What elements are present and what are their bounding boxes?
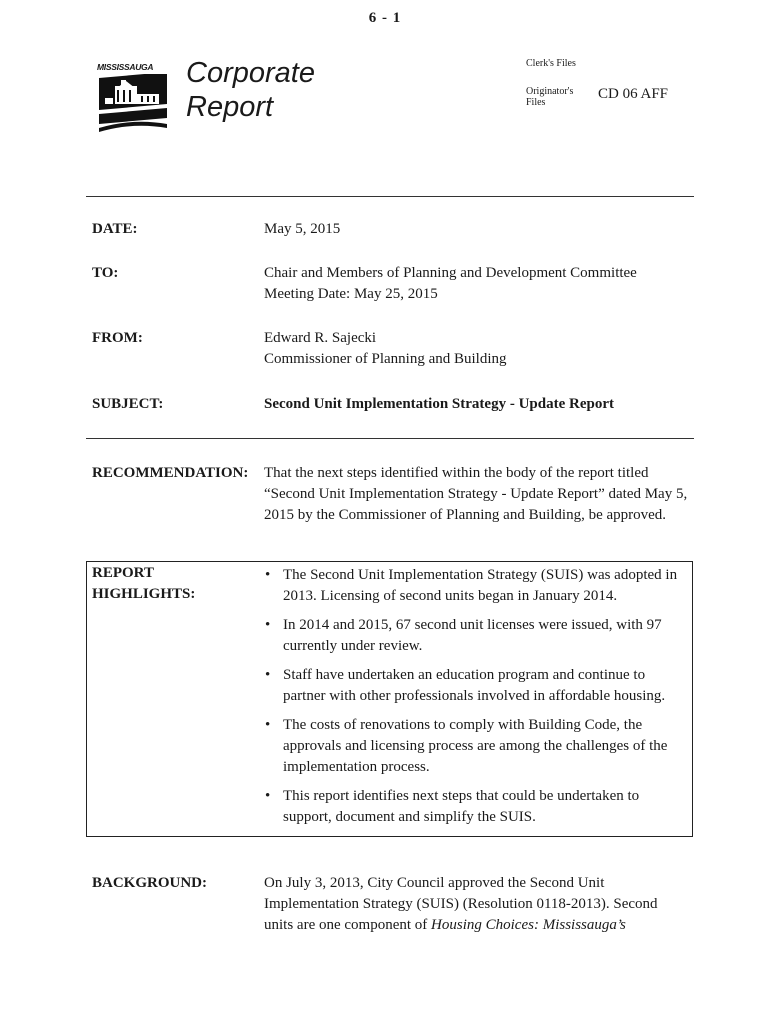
highlight-line: Staff have undertaken an education program and continue to	[283, 667, 646, 683]
highlight-line: support, document and simplify the SUIS.	[283, 809, 536, 825]
subject-value	[264, 394, 694, 415]
highlight-item	[264, 565, 692, 607]
background-line1: On July 3, 2013, City Council approved the Second Unit	[264, 875, 605, 891]
background-line3	[264, 915, 694, 936]
highlight-item	[264, 615, 692, 657]
city-hall-logo-icon	[97, 74, 169, 136]
originators-files-label	[526, 86, 586, 108]
background-line3-start: units are one component of	[264, 917, 432, 933]
originators-files-label-line1: Originator's	[526, 86, 574, 97]
background-label: BACKGROUND:	[92, 875, 207, 891]
to-line1: Chair and Members of Planning and Development Committee	[264, 265, 637, 281]
highlight-line: partner with other professionals involved in affordable housing.	[283, 688, 666, 704]
report-highlights-label	[92, 563, 195, 605]
to-line2: Meeting Date: May 25, 2015	[264, 286, 438, 302]
highlight-line: The costs of renovations to comply with Building Code, the	[283, 717, 643, 733]
subject-divider	[86, 438, 694, 439]
bullet-icon: •	[265, 788, 271, 804]
header-divider	[86, 196, 694, 197]
from-value	[264, 328, 694, 370]
report-highlights-label-line2: HIGHLIGHTS:	[92, 586, 196, 602]
report-title-line2: Report	[186, 91, 274, 123]
recommendation-line1: That the next steps identified within the body of the report titled	[264, 465, 649, 481]
highlight-line: 2013. Licensing of second units began in January 2014.	[283, 588, 618, 604]
highlight-line: implementation process.	[283, 759, 430, 775]
logo-brand-text: MISSISSAUGA	[97, 62, 154, 72]
report-highlights-list	[264, 565, 692, 836]
recommendation-text	[264, 463, 694, 526]
subject-text: Second Unit Implementation Strategy - Update Report	[264, 396, 614, 412]
highlight-line: currently under review.	[283, 638, 423, 654]
highlight-item	[264, 665, 692, 707]
recommendation-label: RECOMMENDATION:	[92, 465, 249, 481]
report-title-line1: Corporate	[186, 57, 315, 89]
housing-choices-title: Housing Choices: Mississauga’s	[431, 917, 626, 933]
from-line2: Commissioner of Planning and Building	[264, 351, 507, 367]
background-text	[264, 873, 694, 936]
bullet-icon: •	[265, 617, 271, 633]
date-value-text: May 5, 2015	[264, 221, 341, 237]
subject-label: SUBJECT:	[92, 396, 164, 412]
date-label: DATE:	[92, 221, 138, 237]
background-line2: Implementation Strategy (SUIS) (Resolution 0118-2013). Second	[264, 896, 658, 912]
originators-files-label-line2: Files	[526, 97, 546, 108]
highlight-line: approvals and licensing process are among the challenges of the	[283, 738, 668, 754]
bullet-icon: •	[265, 667, 271, 683]
highlight-line: The Second Unit Implementation Strategy (SUIS) was adopted in	[283, 567, 678, 583]
highlight-line: This report identifies next steps that could be undertaken to	[283, 788, 640, 804]
highlight-line: In 2014 and 2015, 67 second unit licenses were issued, with 97	[283, 617, 662, 633]
from-line1: Edward R. Sajecki	[264, 330, 377, 346]
date-value	[264, 219, 694, 240]
report-title	[186, 56, 315, 124]
bullet-icon: •	[265, 567, 271, 583]
to-label: TO:	[92, 265, 119, 281]
from-label: FROM:	[92, 330, 143, 346]
highlight-item	[264, 786, 692, 828]
bullet-icon: •	[265, 717, 271, 733]
highlight-item	[264, 715, 692, 778]
recommendation-line3: 2015 by the Commissioner of Planning and Building, be approved.	[264, 507, 667, 523]
report-highlights-label-line1: REPORT	[92, 565, 154, 581]
recommendation-line2: “Second Unit Implementation Strategy - Update Report” dated May 5,	[264, 486, 688, 502]
page-number: 6 - 1	[368, 10, 402, 26]
file-code: CD 06 AFF	[598, 86, 669, 102]
to-value	[264, 263, 694, 305]
mississauga-logo	[97, 60, 177, 138]
clerks-files-label: Clerk's Files	[526, 58, 576, 69]
